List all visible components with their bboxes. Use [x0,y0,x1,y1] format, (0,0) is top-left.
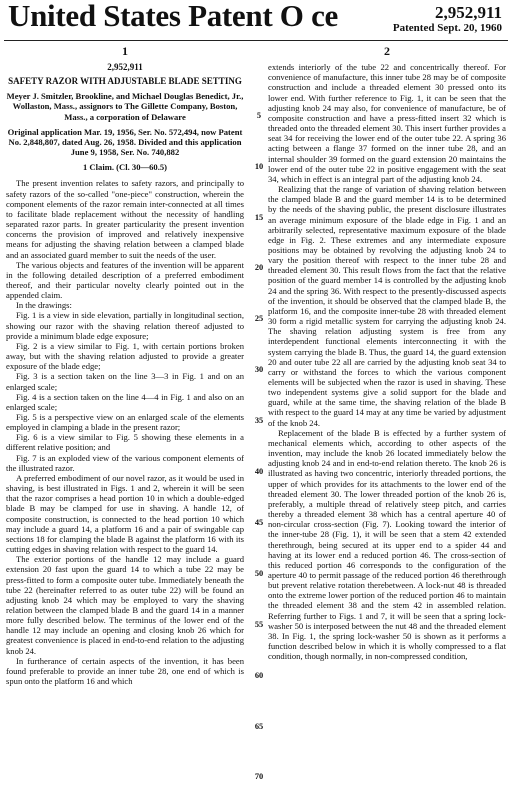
paragraph: Fig. 3 is a section taken on the line 3—3 in Fig. 1 and on an enlarged scale; [6,371,244,392]
patent-office-title: United States Patent O ce [8,0,338,33]
inventors: Meyer J. Smitzler, Brookline, and Michael Douglas Benedict, Jr., Wollaston, Mass., assignors to The Gillette Company, Boston, Mass., a corporation of Delaware [6,91,244,122]
paragraph: extends interiorly of the tube 22 and concentrically thereof. For convenience of manufacture, this inner tube 28 may be of composite construction and include a threaded element 30 pressed onto its lower end. With further reference to Fig. 1, it can be seen that the adjusting knob 24 may also, for convenience of manufacture, be of composite construction and have a press-fitted insert 32 which is threaded onto the threaded element 30. This insert further provides a seat 34 for receiving the lower end of the outer tube 22. A spring 36 acting between a flange 37 formed on the inner tube 28, and an internal shoulder 39 formed on the guard extension 20 maintains the lower end of the outer tube 22 in positive engagement with the seat 34, which in effect is an integral part of the adjusting knob 24. [268,62,506,184]
line-number: 20 [254,263,264,272]
paragraph: Fig. 6 is a view similar to Fig. 5 showing these elements in a different relative position; and [6,432,244,453]
paragraph: Fig. 4 is a section taken on the line 4—4 in Fig. 1 and also on an enlarged scale; [6,391,244,412]
paragraph: The various objects and features of the invention will be apparent in the following detailed description of a preferred embodiment thereof, and their particular novelty clearly pointed out in the appended claim. [6,259,244,301]
line-number: 5 [256,111,262,120]
line-number: 35 [254,416,264,425]
paragraph: Fig. 7 is an exploded view of the various component elements of the illustrated razor. [6,452,244,473]
line-number: 65 [254,722,264,731]
line-number: 45 [254,518,264,527]
column-number: 2 [384,44,390,58]
claim-line: 1 Claim. (Cl. 30—60.5) [82,162,168,173]
paragraph: In furtherance of certain aspects of the invention, it has been found preferable to provide an inner tube 28, one end of which is spun onto the platform 16 and which [6,655,244,687]
paragraph: In the drawings: [16,300,72,311]
line-number: 55 [254,620,264,629]
line-number: 30 [254,365,264,374]
original-application: Original application Mar. 19, 1956, Ser. No. 572,494, now Patent No. 2,848,807, dated Aug. 26, 1958. Divided and this application June 9, 1958, Ser. No. 740,882 [7,126,243,158]
column-number: 1 [122,44,128,58]
line-number: 50 [254,569,264,578]
patent-header [0,0,512,42]
paragraph: Fig. 5 is a perspective view on an enlarged scale of the elements employed in clamping a blade in the present razor; [6,412,244,433]
paragraph: The exterior portions of the handle 12 may include a guard extension 20 fast upon the guard 14 to which a tube 22 may be press-fitted to form a composite outer tube. Immediately beneath the tube 22 (hereinafter referred to as outer tube 22) will be found an adjusting knob 24 which may be employed to vary the shaving relation between the clamped blade B and the guard 14 in a manner more fully described below. The terminus of the lower end of the handle 12 may include an opening and closing knob 26 which for greatest convenience is placed in end-to-end relation to the adjusting knob 24. [6,554,244,656]
line-number: 60 [254,671,264,680]
paragraph: Fig. 1 is a view in side elevation, partially in longitudinal section, showing our razor with the shaving relation thereof adjusted to provide a minimum blade edge exposure; [6,310,244,341]
right-column [268,46,506,661]
patent-number-small: 2,952,911 [107,62,143,73]
line-number: 70 [254,772,264,781]
patent-number: 2,952,911 [434,3,502,22]
paragraph: The present invention relates to safety razors, and principally to safety razors of the so-called "one-piece" construction, wherein the component elements of the razor remain inter-connected at all times to facilitate blade replacement without the necessity of handling separated razor parts. In greater particularity the present invention concerns the provision of improved and relatively inexpensive means for adjusting the shaving relation between a clamped blade and an associated guard member to suit the needs of the user. [6,178,244,260]
invention-title: SAFETY RAZOR WITH ADJUSTABLE BLADE SETTING [8,76,242,87]
header-rule [4,40,508,41]
patent-date: Patented Sept. 20, 1960 [392,22,502,34]
line-number: 15 [254,213,264,222]
paragraph: Fig. 2 is a view similar to Fig. 1, with certain portions broken away, but with the shaving relation adjusted to provide a greater exposure of the blade edge; [6,340,244,372]
paragraph: Replacement of the blade B is effected by a further system of mechanical elements which, according to other aspects of the invention, may include the knob 26 located immediately below the adjusting knob 24 and in end-to-end relation thereto. The knob 26 is illustrated as having two concentric, interiorly threaded portions, the upper of which provides for its attachments to the lower end of the threaded element 30. The lower threaded portion of the knob 26 is, preferably, a multiple thread of relatively steep pitch, and carries thereby a threaded element 38 which has a central aperture 40 of non-circular cross-section (Fig. 7). Looking toward the interior of the inner-tube 28 (Fig. 1), it will be seen that a stem 42 extended therethrough, being secured at its upper end to a spider 44 and having at its lower end a reduced portion 46. The cross-section of this reduced portion 46 corresponds to the configuration of the aperture 40 to permit passage of the reduced portion 46 therethrough but prevent relative rotation therebetween. A lock-nut 48 is threaded onto the extreme lower portion of the reduced portion 46 to maintain the threaded element 38 and the stem 42 in assembled relation. Referring further to Figs. 1 and 7, it will be seen that a spring lock-washer 50 is interposed between the nut 48 and the threaded element 38. In Fig. 1, the spring lock-washer 50 is shown as it performs a function described below in which it is wholly compressed to a flat condition, though normally, in non-compressed condition, [268,427,506,662]
left-column [6,46,244,686]
paragraph: Realizing that the range of variation of shaving relation between the clamped blade B and the guard member 14 is to be determined by the needs of the shaving public, the present disclosure illustrates an average minimum exposure of the blade edge in Fig. 1 and an arbitrarily selected, representative maximum exposure of the blade edge in Fig. 2. These extremes and any intermediate exposure positions may be obtained by revolving the adjusting knob 24 to vary the position thereof with respect to the inner tube 28 and threaded element 30. This result flows from the fact that the relative position of the guard member 14 is controlled by the adjusting knob 24 and the spring 36. With respect to the presently-discussed aspects of the invention, it should be observed that the clamped blade B, the platform 16, and the composite inner-tube 28 with threaded element 30 form a rigid metallic system for carrying the adjusting knob 24. The shaving relation adjusting system is free from any interdependent functional elements interconnecting it with the system carrying the blade B. Thus, the guard 14, the guard extension 20 and outer tube 22 all are carried by the adjusting knob seat 34 to carry or withstand the forces to which the various component elements will be subjected when the razor is used in shaving. These two independent systems give a solid support for the blade and guard, while at the same time, the shaving relation of the blade B with respect to the guard 14 may at any time be varied by adjustment of the knob 24. [268,184,506,428]
line-number: 10 [254,162,264,171]
paragraph: A preferred embodiment of our novel razor, as it would be used in shaving, is best illustrated in Figs. 1 and 2, wherein it will be seen that the razor comprises a head portion 10 in which a double-edged blade B may be clamped for use in shaving. A handle 12, of composite construction, is connected to the head portion 10 which may include a guard 14, a platform 16 and a pair of swingable cap sections 18 for clamping the blade B against the platform 16 with its cutting edges in shaving relation with respect to the guard 14. [6,472,244,555]
line-number: 40 [254,467,264,476]
line-number: 25 [254,314,264,323]
